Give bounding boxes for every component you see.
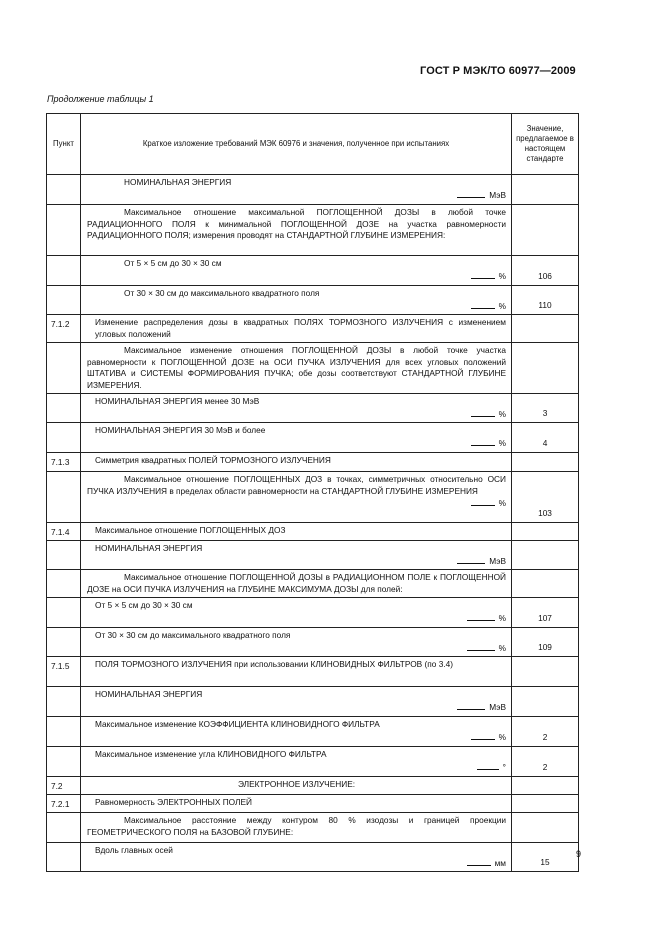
row-text: Максимальное отношение максимальной ПОГЛОЩЕННОЙ ДОЗЫ в любой точке РАДИАЦИОННОГО ПОЛЯ к минимальной ПОГЛОЩЕННОЙ ДОЗЕ на участка равномерности РАДИАЦИОННОГО ПОЛЯ; измерения проводят на СТАНДАРТНОЙ ГЛУБИНЕ ИЗМЕРЕНИЯ: — [87, 207, 506, 240]
table-row — [47, 205, 579, 256]
table-row — [47, 315, 579, 343]
row-unit: % — [498, 408, 506, 419]
table-row — [47, 523, 579, 541]
row-value: 103 — [512, 472, 579, 523]
row-text: Максимальное отношение ПОГЛОЩЕННЫХ ДОЗ — [95, 525, 286, 535]
row-text: От 30 × 30 см до максимального квадратного поля — [124, 288, 320, 298]
row-unit: мм — [494, 857, 506, 868]
table-row — [47, 628, 579, 657]
table-row — [47, 598, 579, 628]
row-value: 3 — [512, 394, 579, 423]
table-row — [47, 286, 579, 315]
row-unit: % — [498, 731, 506, 742]
row-unit: ° — [502, 761, 506, 772]
page-number: 9 — [576, 849, 582, 859]
table-row — [47, 813, 579, 843]
row-text: НОМИНАЛЬНАЯ ЭНЕРГИЯ 30 МэВ и более — [95, 425, 266, 435]
header-value: Значение, предлагаемое в настоящем стандарте — [512, 114, 579, 175]
table-row — [47, 343, 579, 394]
table-row — [47, 657, 579, 687]
row-value: 109 — [512, 628, 579, 657]
header-description: Краткое изложение требований МЭК 60976 и значения, полученное при испытаниях — [81, 114, 512, 175]
row-text: От 5 × 5 см до 30 × 30 см — [124, 258, 222, 268]
row-text: НОМИНАЛЬНАЯ ЭНЕРГИЯ — [95, 689, 203, 699]
requirements-table — [46, 113, 582, 872]
table-header-row — [47, 114, 579, 175]
row-unit: МэВ — [489, 701, 506, 712]
row-text: Симметрия квадратных ПОЛЕЙ ТОРМОЗНОГО ИЗЛУЧЕНИЯ — [95, 455, 331, 465]
table-row — [47, 175, 579, 205]
table-row — [47, 256, 579, 286]
row-item: 7.1.3 — [47, 453, 81, 472]
row-text: Максимальное отношение ПОГЛОЩЕННЫХ ДОЗ в точках, симметричных относительно ОСИ ПУЧКА ИЗЛУЧЕНИЯ в пределах области равномерности на СТАНДАРТНОЙ ГЛУБИНЕ ИЗМЕРЕНИЯ — [87, 474, 506, 496]
row-value: 107 — [512, 598, 579, 628]
row-value: 110 — [512, 286, 579, 315]
row-text: Максимальное отношение ПОГЛОЩЕННОЙ ДОЗЫ в РАДИАЦИОННОМ ПОЛЕ к ПОГЛОЩЕННОЙ ДОЗЕ на ОСИ ПУЧКА ИЗЛУЧЕНИЯ на ГЛУБИНЕ МАКСИМУМА ДОЗЫ для полей: — [87, 572, 506, 594]
row-item: 7.1.5 — [47, 657, 81, 687]
header-item: Пункт — [47, 114, 81, 175]
row-unit: % — [498, 612, 506, 623]
row-value: 4 — [512, 423, 579, 453]
row-unit: % — [498, 642, 506, 653]
row-text: НОМИНАЛЬНАЯ ЭНЕРГИЯ — [124, 177, 232, 187]
row-text: НОМИНАЛЬНАЯ ЭНЕРГИЯ — [95, 543, 203, 553]
row-text: Максимальное изменение угла КЛИНОВИДНОГО ФИЛЬТРА — [95, 749, 327, 759]
row-unit: МэВ — [489, 555, 506, 566]
row-item: 7.1.2 — [47, 315, 81, 343]
row-text: От 30 × 30 см до максимального квадратного поля — [95, 630, 291, 640]
table-row — [47, 472, 579, 523]
row-text: Максимальное изменение отношения ПОГЛОЩЕННОЙ ДОЗЫ в любой точке участка равномерности к ПОГЛОЩЕННОЙ ДОЗЕ на ОСИ ПУЧКА ИЗЛУЧЕНИЯ для всех угловых положений ШТАТИВА и СИСТЕМЫ ФОРМИРОВАНИЯ ПУЧКА; обе дозы соответствуют СТАНДАРТНОЙ ГЛУБИНЕ ИЗМЕРЕНИЯ. — [87, 345, 506, 390]
row-unit: МэВ — [489, 189, 506, 200]
document-standard-number: ГОСТ Р МЭК/ТО 60977—2009 — [420, 65, 576, 77]
row-item: 7.1.4 — [47, 523, 81, 541]
row-unit: % — [498, 300, 506, 311]
table-row — [47, 570, 579, 598]
table-row — [47, 453, 579, 472]
row-unit: % — [498, 498, 506, 508]
row-text: Вдоль главных осей — [95, 845, 173, 855]
row-text: Равномерность ЭЛЕКТРОННЫХ ПОЛЕЙ — [95, 797, 252, 807]
row-item: 7.2.1 — [47, 795, 81, 813]
row-value: 15 — [512, 843, 579, 872]
table-row — [47, 777, 579, 795]
row-value: 106 — [512, 256, 579, 286]
row-text: Максимальное изменение КОЭФФИЦИЕНТА КЛИНОВИДНОГО ФИЛЬТРА — [95, 719, 380, 729]
row-text: НОМИНАЛЬНАЯ ЭНЕРГИЯ менее 30 МэВ — [95, 396, 260, 406]
row-unit: % — [498, 270, 506, 281]
table-row — [47, 394, 579, 423]
table-row — [47, 541, 579, 570]
table-row — [47, 747, 579, 777]
row-text: Максимальное расстояние между контуром 80 % изодозы и границей проекции ГЕОМЕТРИЧЕСКОГО ПОЛЯ на БАЗОВОЙ ГЛУБИНЕ: — [87, 815, 506, 837]
row-text: Изменение распределения дозы в квадратных ПОЛЯХ ТОРМОЗНОГО ИЗЛУЧЕНИЯ с изменением угловых положений — [95, 317, 506, 339]
table-row — [47, 423, 579, 453]
row-text: ПОЛЯ ТОРМОЗНОГО ИЗЛУЧЕНИЯ при использовании КЛИНОВИДНЫХ ФИЛЬТРОВ (по 3.4) — [95, 659, 453, 669]
row-text: От 5 × 5 см до 30 × 30 см — [95, 600, 193, 610]
row-item: 7.2 — [47, 777, 81, 795]
table-row — [47, 843, 579, 872]
row-unit: % — [498, 437, 506, 448]
row-value: 2 — [512, 747, 579, 777]
table-row — [47, 795, 579, 813]
table-row — [47, 687, 579, 717]
table-row — [47, 717, 579, 747]
row-text: ЭЛЕКТРОННОЕ ИЗЛУЧЕНИЕ: — [81, 777, 512, 795]
table-continuation-caption: Продолжение таблицы 1 — [47, 94, 154, 104]
row-value: 2 — [512, 717, 579, 747]
